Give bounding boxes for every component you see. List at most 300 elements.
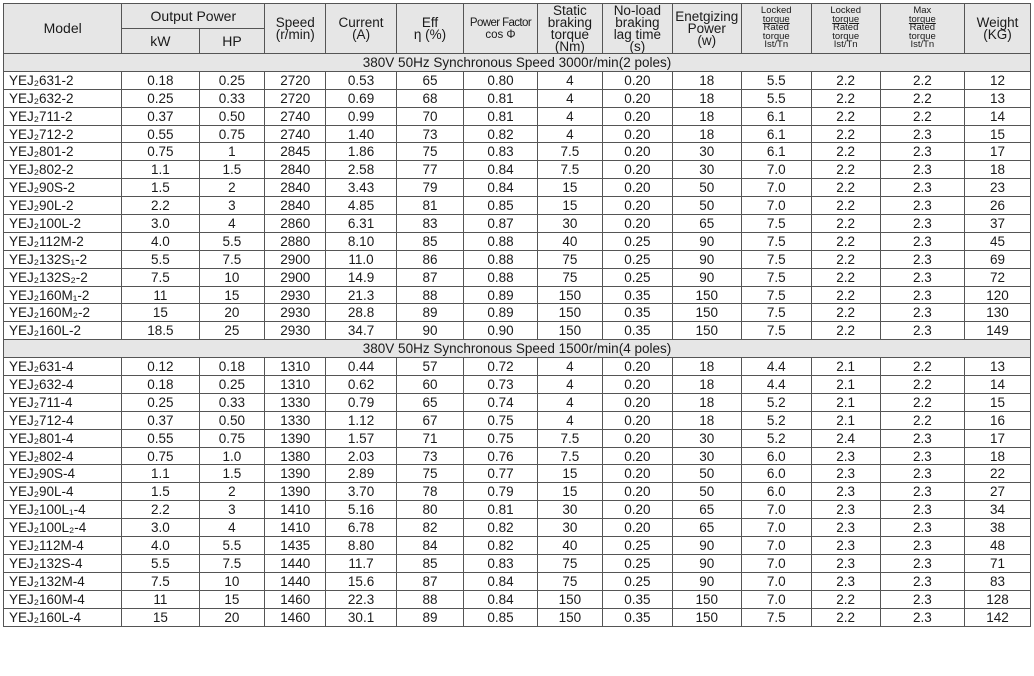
value-cell: 5.2 [741,411,811,429]
value-cell: 7.5 [741,304,811,322]
value-cell: 1310 [265,376,326,394]
value-cell: 18 [672,125,741,143]
value-cell: 34.7 [326,322,397,340]
table-row [4,250,1031,268]
value-cell: 0.85 [463,608,537,626]
value-cell: 150 [538,304,603,322]
value-cell: 0.25 [602,537,672,555]
value-cell: 75 [538,250,603,268]
value-cell: 65 [672,215,741,233]
value-cell: 38 [965,519,1031,537]
value-cell: 7.0 [741,572,811,590]
value-cell: 2900 [265,250,326,268]
value-cell: 87 [397,268,464,286]
value-cell: 0.20 [602,107,672,125]
value-cell: 0.25 [602,268,672,286]
value-cell: 2.3 [811,519,880,537]
value-cell: 2.3 [880,232,964,250]
value-cell: 0.37 [122,107,199,125]
value-cell: 6.0 [741,483,811,501]
value-cell: 0.25 [602,554,672,572]
value-cell: 2.3 [880,608,964,626]
value-cell: 5.16 [326,501,397,519]
value-cell: 0.76 [463,447,537,465]
value-cell: 0.20 [602,411,672,429]
value-cell: 0.75 [122,143,199,161]
value-cell: 2.2 [811,125,880,143]
value-cell: 90 [672,250,741,268]
model-cell: YEJ₂160M₁-2 [4,286,122,304]
value-cell: 2.2 [811,71,880,89]
value-cell: 7.5 [538,447,603,465]
value-cell: 2860 [265,215,326,233]
value-cell: 0.50 [199,107,265,125]
value-cell: 2930 [265,286,326,304]
value-cell: 0.25 [122,393,199,411]
value-cell: 15 [538,465,603,483]
model-cell: YEJ₂90S-2 [4,179,122,197]
table-row [4,501,1031,519]
value-cell: 0.20 [602,89,672,107]
table-row [4,232,1031,250]
motor-spec-table [3,3,1031,627]
value-cell: 6.31 [326,215,397,233]
value-cell: 2.3 [880,501,964,519]
value-cell: 30.1 [326,608,397,626]
value-cell: 2.3 [880,143,964,161]
value-cell: 120 [965,286,1031,304]
value-cell: 0.20 [602,161,672,179]
table-row [4,71,1031,89]
value-cell: 18 [672,376,741,394]
value-cell: 50 [672,197,741,215]
value-cell: 0.20 [602,358,672,376]
value-cell: 2 [199,179,265,197]
value-cell: 0.18 [122,376,199,394]
value-cell: 4.85 [326,197,397,215]
value-cell: 30 [538,501,603,519]
value-cell: 2.2 [880,89,964,107]
value-cell: 0.79 [326,393,397,411]
model-cell: YEJ₂801-2 [4,143,122,161]
spec-table-container [3,3,1031,627]
value-cell: 15 [199,286,265,304]
value-cell: 2.3 [880,447,964,465]
value-cell: 1410 [265,501,326,519]
value-cell: 0.81 [463,107,537,125]
value-cell: 4 [538,358,603,376]
value-cell: 150 [538,286,603,304]
value-cell: 90 [672,232,741,250]
value-cell: 2.3 [811,537,880,555]
value-cell: 150 [672,608,741,626]
value-cell: 11.0 [326,250,397,268]
value-cell: 4.4 [741,358,811,376]
header-max-torque: Max torque Rated torque Ist/Tn [880,4,964,54]
table-row [4,519,1031,537]
value-cell: 0.81 [463,89,537,107]
value-cell: 18 [965,447,1031,465]
value-cell: 0.72 [463,358,537,376]
value-cell: 0.20 [602,501,672,519]
table-row [4,447,1031,465]
value-cell: 2.2 [811,197,880,215]
value-cell: 0.82 [463,537,537,555]
value-cell: 2.2 [811,304,880,322]
header-hp: HP [199,29,265,54]
value-cell: 11 [122,286,199,304]
value-cell: 30 [672,143,741,161]
value-cell: 7.5 [122,572,199,590]
model-cell: YEJ₂160M₂-2 [4,304,122,322]
value-cell: 20 [199,608,265,626]
value-cell: 0.20 [602,429,672,447]
value-cell: 1.57 [326,429,397,447]
value-cell: 3 [199,501,265,519]
value-cell: 2.2 [880,107,964,125]
value-cell: 75 [538,572,603,590]
value-cell: 7.5 [741,268,811,286]
model-cell: YEJ₂90L-2 [4,197,122,215]
value-cell: 2.3 [880,322,964,340]
value-cell: 4.4 [741,376,811,394]
value-cell: 0.20 [602,376,672,394]
value-cell: 6.1 [741,143,811,161]
value-cell: 10 [199,572,265,590]
value-cell: 2.2 [122,197,199,215]
value-cell: 18 [672,358,741,376]
table-row [4,197,1031,215]
value-cell: 7.5 [741,608,811,626]
value-cell: 2.2 [811,179,880,197]
model-cell: YEJ₂631-2 [4,71,122,89]
value-cell: 4 [199,519,265,537]
value-cell: 1.12 [326,411,397,429]
value-cell: 50 [672,179,741,197]
value-cell: 7.5 [741,286,811,304]
value-cell: 30 [672,161,741,179]
table-row [4,161,1031,179]
table-row [4,107,1031,125]
value-cell: 15 [199,590,265,608]
table-header [4,4,1031,54]
value-cell: 2930 [265,322,326,340]
value-cell: 4 [538,376,603,394]
value-cell: 1.1 [122,465,199,483]
model-cell: YEJ₂632-2 [4,89,122,107]
value-cell: 2.3 [880,268,964,286]
value-cell: 0.37 [122,411,199,429]
value-cell: 18.5 [122,322,199,340]
model-cell: YEJ₂802-2 [4,161,122,179]
value-cell: 0.33 [199,393,265,411]
value-cell: 88 [397,286,464,304]
value-cell: 7.5 [741,322,811,340]
value-cell: 0.88 [463,232,537,250]
value-cell: 18 [965,161,1031,179]
value-cell: 0.62 [326,376,397,394]
value-cell: 0.18 [199,358,265,376]
value-cell: 2.89 [326,465,397,483]
header-eff: Eff η (%) [397,4,464,54]
value-cell: 70 [397,107,464,125]
value-cell: 80 [397,501,464,519]
value-cell: 50 [672,465,741,483]
value-cell: 0.18 [122,71,199,89]
value-cell: 23 [965,179,1031,197]
value-cell: 21.3 [326,286,397,304]
value-cell: 34 [965,501,1031,519]
value-cell: 0.12 [122,358,199,376]
header-locked-torque-2: Locked torque Rated torque Ist/Tn [811,4,880,54]
value-cell: 0.25 [602,572,672,590]
value-cell: 18 [672,107,741,125]
value-cell: 18 [672,71,741,89]
value-cell: 7.5 [199,554,265,572]
value-cell: 1310 [265,358,326,376]
value-cell: 1.5 [199,161,265,179]
header-current: Current (A) [326,4,397,54]
value-cell: 68 [397,89,464,107]
value-cell: 10 [199,268,265,286]
value-cell: 0.50 [199,411,265,429]
value-cell: 17 [965,143,1031,161]
value-cell: 2.3 [880,125,964,143]
value-cell: 0.20 [602,447,672,465]
value-cell: 0.77 [463,465,537,483]
value-cell: 2900 [265,268,326,286]
table-row [4,608,1031,626]
value-cell: 0.85 [463,197,537,215]
value-cell: 30 [538,215,603,233]
value-cell: 15 [965,393,1031,411]
value-cell: 2.2 [811,107,880,125]
header-model: Model [4,4,122,54]
value-cell: 0.33 [199,89,265,107]
value-cell: 0.20 [602,215,672,233]
value-cell: 2.3 [880,250,964,268]
value-cell: 2.2 [811,268,880,286]
value-cell: 2.3 [880,161,964,179]
value-cell: 14.9 [326,268,397,286]
value-cell: 75 [397,143,464,161]
value-cell: 6.1 [741,125,811,143]
value-cell: 0.79 [463,483,537,501]
value-cell: 13 [965,358,1031,376]
value-cell: 2.3 [880,537,964,555]
model-cell: YEJ₂100L-2 [4,215,122,233]
value-cell: 2.2 [811,286,880,304]
value-cell: 2.2 [880,358,964,376]
value-cell: 72 [965,268,1031,286]
value-cell: 7.0 [741,161,811,179]
value-cell: 28.8 [326,304,397,322]
value-cell: 20 [199,304,265,322]
header-power-factor: Power Factor cos Φ [463,4,537,54]
value-cell: 2.2 [811,608,880,626]
value-cell: 0.74 [463,393,537,411]
value-cell: 75 [538,268,603,286]
value-cell: 2.3 [880,590,964,608]
value-cell: 60 [397,376,464,394]
value-cell: 86 [397,250,464,268]
value-cell: 7.0 [741,590,811,608]
value-cell: 4.0 [122,232,199,250]
value-cell: 1.86 [326,143,397,161]
value-cell: 0.20 [602,71,672,89]
value-cell: 2740 [265,107,326,125]
value-cell: 128 [965,590,1031,608]
value-cell: 7.0 [741,179,811,197]
value-cell: 1.5 [122,179,199,197]
value-cell: 5.5 [741,71,811,89]
value-cell: 2740 [265,125,326,143]
table-row [4,286,1031,304]
value-cell: 5.5 [122,250,199,268]
value-cell: 14 [965,107,1031,125]
value-cell: 22.3 [326,590,397,608]
value-cell: 79 [397,179,464,197]
value-cell: 150 [672,322,741,340]
value-cell: 0.84 [463,590,537,608]
value-cell: 2.3 [880,179,964,197]
value-cell: 84 [397,537,464,555]
value-cell: 90 [672,572,741,590]
value-cell: 2840 [265,179,326,197]
value-cell: 2.3 [880,286,964,304]
value-cell: 2.2 [811,161,880,179]
value-cell: 11.7 [326,554,397,572]
value-cell: 1.0 [199,447,265,465]
value-cell: 12 [965,71,1031,89]
value-cell: 0.88 [463,250,537,268]
header-weight: Weight (KG) [965,4,1031,54]
value-cell: 37 [965,215,1031,233]
value-cell: 4 [538,89,603,107]
value-cell: 2.3 [880,572,964,590]
value-cell: 149 [965,322,1031,340]
model-cell: YEJ₂160L-2 [4,322,122,340]
value-cell: 0.75 [122,447,199,465]
value-cell: 0.99 [326,107,397,125]
value-cell: 2.3 [811,554,880,572]
value-cell: 0.89 [463,304,537,322]
value-cell: 30 [538,519,603,537]
value-cell: 1460 [265,608,326,626]
model-cell: YEJ₂631-4 [4,358,122,376]
value-cell: 2.3 [811,483,880,501]
model-cell: YEJ₂712-2 [4,125,122,143]
table-row [4,179,1031,197]
value-cell: 8.80 [326,537,397,555]
model-cell: YEJ₂160M-4 [4,590,122,608]
table-row [4,143,1031,161]
value-cell: 2.03 [326,447,397,465]
value-cell: 0.25 [199,376,265,394]
value-cell: 7.0 [741,197,811,215]
section-header-row [4,54,1031,72]
value-cell: 0.69 [326,89,397,107]
table-row [4,322,1031,340]
value-cell: 85 [397,232,464,250]
value-cell: 0.84 [463,179,537,197]
value-cell: 2.2 [811,250,880,268]
model-cell: YEJ₂632-4 [4,376,122,394]
value-cell: 7.5 [538,429,603,447]
value-cell: 0.35 [602,608,672,626]
value-cell: 0.80 [463,71,537,89]
value-cell: 0.53 [326,71,397,89]
value-cell: 6.1 [741,107,811,125]
value-cell: 90 [672,268,741,286]
value-cell: 1 [199,143,265,161]
value-cell: 65 [672,519,741,537]
value-cell: 2.2 [811,215,880,233]
value-cell: 26 [965,197,1031,215]
value-cell: 15 [538,197,603,215]
value-cell: 2.2 [811,89,880,107]
value-cell: 7.5 [199,250,265,268]
value-cell: 2.3 [880,215,964,233]
value-cell: 90 [672,537,741,555]
header-output-power: Output Power [122,4,265,29]
value-cell: 13 [965,89,1031,107]
value-cell: 150 [538,608,603,626]
value-cell: 48 [965,537,1031,555]
value-cell: 75 [538,554,603,572]
table-row [4,590,1031,608]
table-row [4,465,1031,483]
value-cell: 7.5 [122,268,199,286]
value-cell: 0.88 [463,268,537,286]
value-cell: 0.25 [199,71,265,89]
value-cell: 0.25 [602,232,672,250]
value-cell: 15.6 [326,572,397,590]
value-cell: 2.3 [880,465,964,483]
value-cell: 22 [965,465,1031,483]
value-cell: 17 [965,429,1031,447]
value-cell: 0.20 [602,179,672,197]
value-cell: 4 [538,411,603,429]
value-cell: 150 [672,590,741,608]
model-cell: YEJ₂100L₂-4 [4,519,122,537]
value-cell: 2.2 [880,411,964,429]
value-cell: 4 [538,125,603,143]
value-cell: 71 [965,554,1031,572]
value-cell: 3 [199,197,265,215]
value-cell: 2.1 [811,411,880,429]
value-cell: 2.1 [811,376,880,394]
value-cell: 2840 [265,161,326,179]
table-body [4,54,1031,627]
value-cell: 7.5 [538,143,603,161]
value-cell: 0.35 [602,590,672,608]
value-cell: 0.35 [602,286,672,304]
value-cell: 1330 [265,393,326,411]
value-cell: 7.0 [741,537,811,555]
value-cell: 4.0 [122,537,199,555]
value-cell: 7.0 [741,554,811,572]
model-cell: YEJ₂90S-4 [4,465,122,483]
value-cell: 2.1 [811,358,880,376]
table-row [4,483,1031,501]
model-cell: YEJ₂132S-4 [4,554,122,572]
value-cell: 0.20 [602,143,672,161]
value-cell: 3.0 [122,215,199,233]
value-cell: 57 [397,358,464,376]
value-cell: 90 [672,554,741,572]
value-cell: 1390 [265,483,326,501]
